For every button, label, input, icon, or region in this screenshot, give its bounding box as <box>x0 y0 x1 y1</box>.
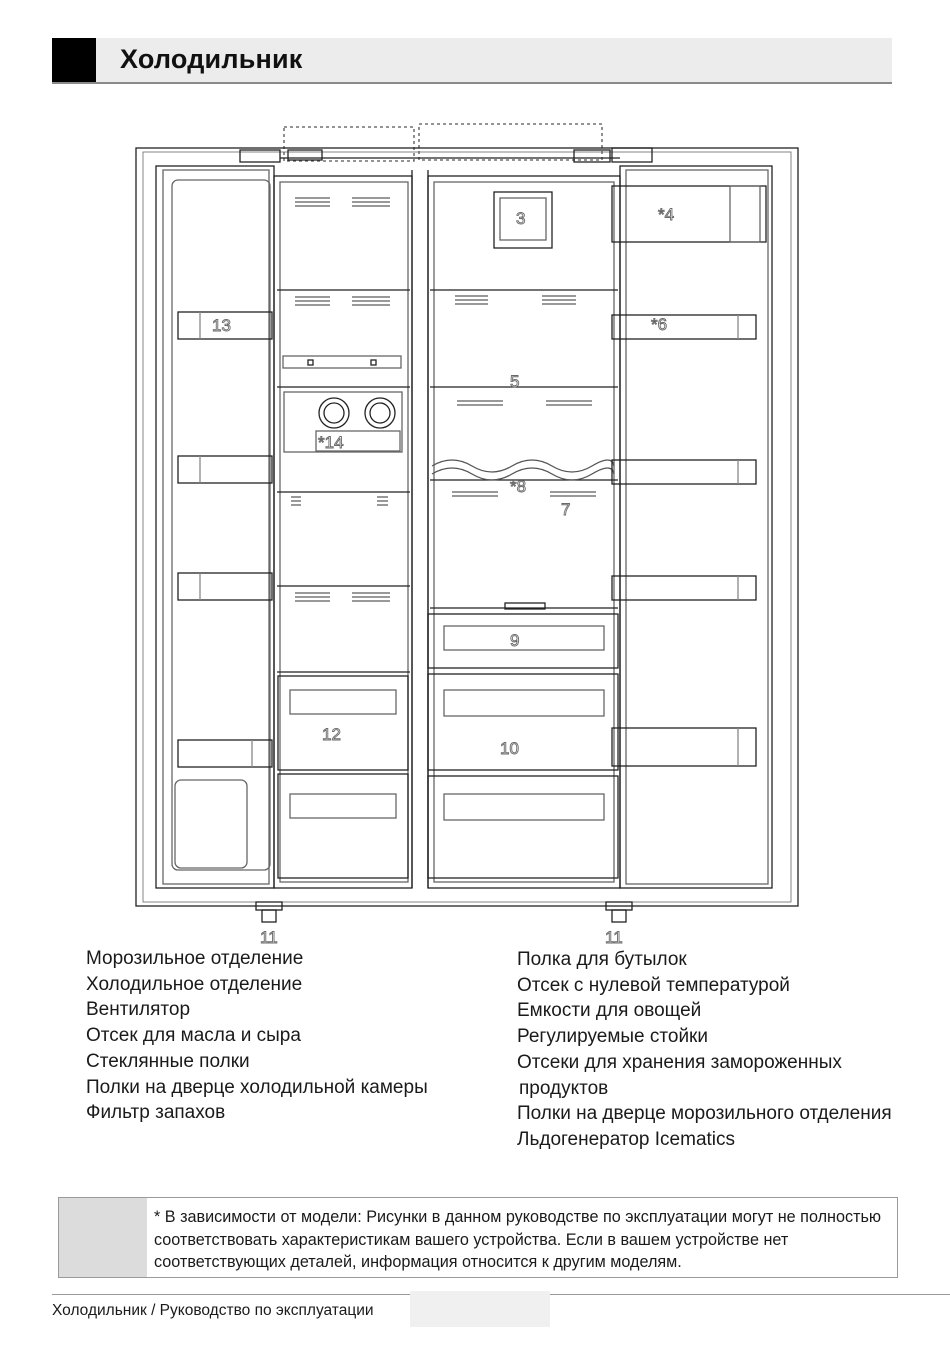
note-side-panel <box>59 1198 147 1277</box>
callout-4: *4 <box>658 205 675 224</box>
legend-item: Холодильное отделение <box>86 973 303 995</box>
callout-11a: 11 <box>260 928 278 947</box>
legend-item: Фильтр запахов <box>86 1102 226 1124</box>
page-number-box <box>410 1291 550 1327</box>
callout-13: 13 <box>212 316 231 335</box>
legend-left <box>86 946 428 1126</box>
legend-item: Стеклянные полки <box>86 1050 250 1072</box>
callout-3: 3 <box>516 209 526 228</box>
legend-item: Вентилятор <box>86 999 191 1021</box>
footer-text: Холодильник / Руководство по эксплуатации <box>52 1302 374 1319</box>
legend-item: Отсек с нулевой температурой <box>517 974 790 996</box>
legend-item: Емкости для овощей <box>517 1000 702 1022</box>
callout-5: 5 <box>510 372 520 391</box>
legend-item: Льдогенератор Icematics <box>517 1128 736 1150</box>
callout-7: 7 <box>561 500 571 519</box>
callout-8: *8 <box>510 477 527 496</box>
legend-item: Морозильное отделение <box>86 948 304 969</box>
callout-11b: 11 <box>605 928 623 947</box>
legend-item-continuation: продуктов <box>519 1077 609 1099</box>
callout-12: 12 <box>322 725 341 744</box>
page-title: Холодильник <box>120 44 303 74</box>
callout-14: *14 <box>318 433 344 452</box>
callout-9: 9 <box>510 631 520 650</box>
legend-item: Полки на дверце морозильного отделения <box>517 1103 892 1125</box>
note-text: * В зависимости от модели: Рисунки в данном руководстве по эксплуатации могут не полностью соответствовать характеристикам вашего устройства. Если в вашем устройстве нет соответствующих деталей, информация относится к другим моделям. <box>154 1208 882 1271</box>
note-box <box>58 1197 898 1278</box>
legend-right <box>517 947 892 1153</box>
callout-10: 10 <box>500 739 519 758</box>
legend-item: Отсек для масла и сыра <box>86 1025 301 1047</box>
callout-6: *6 <box>651 315 668 334</box>
legend-item: Отсеки для хранения замороженных <box>517 1051 842 1073</box>
legend-item: Полка для бутылок <box>517 949 687 970</box>
legend-item: Регулируемые стойки <box>517 1026 708 1048</box>
legend-item: Полки на дверце холодильной камеры <box>86 1076 428 1098</box>
